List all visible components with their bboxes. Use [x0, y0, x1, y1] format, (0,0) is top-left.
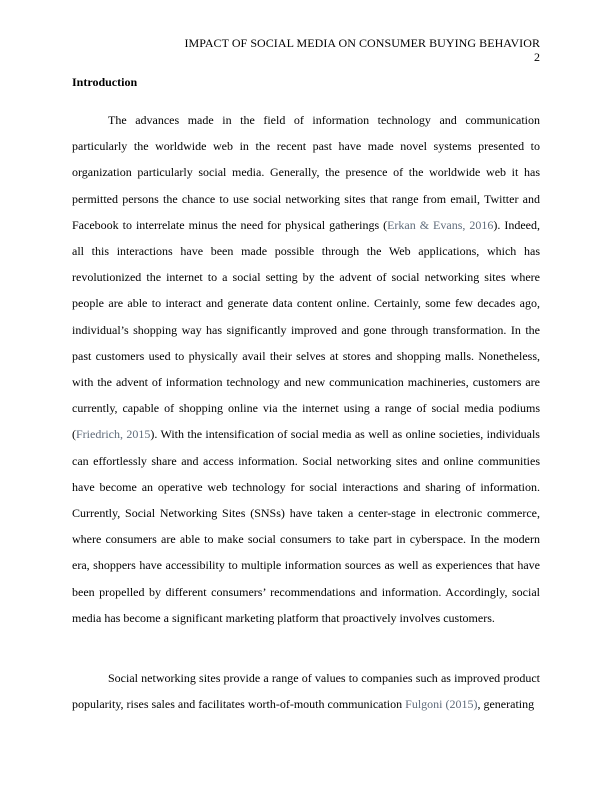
running-title: IMPACT OF SOCIAL MEDIA ON CONSUMER BUYING BEHAVIOR	[184, 36, 540, 50]
citation-fulgoni: Fulgoni (2015)	[405, 697, 478, 712]
citation-erkan-evans: Erkan & Evans, 2016	[387, 217, 494, 232]
section-heading: Introduction	[72, 75, 138, 89]
paragraph-social-networking-values	[72, 665, 540, 717]
paragraph-text: The advances made in the field of information technology and communication particularly the worldwide web in the recent past have made novel systems presented to organization particularly social media. Generally, the presence of the worldwide web it has permitted persons the chance to use social networking sites that range from email, Twitter and Facebook to interrelate minus the need for physical gatherings (	[72, 113, 540, 232]
page-number: 2	[533, 50, 540, 64]
paragraph-introduction	[72, 107, 540, 631]
paragraph-text: Social networking sites provide a range of values to companies such as improved product popularity, rises sales and facilitates worth-of-mouth communication	[72, 671, 540, 712]
paragraph-text: , generating	[477, 697, 535, 712]
paragraph-text: ). With the intensification of social media as well as online societies, individuals can effortlessly share and access information. Social networking sites and online communities have become an operative web technology for social interactions and sharing of information. Currently, Social Networking Sites (SNSs) have taken a center-stage in electronic commerce, where consumers are able to make social consumers to take part in cyberspace. In the modern era, shoppers have accessibility to multiple information sources as well as experiences that have been propelled by different consumers’ recommendations and information. Accordingly, social media has become a significant marketing platform that proactively involves customers.	[72, 427, 540, 625]
running-head	[184, 36, 540, 64]
paragraph-text: ). Indeed, all this interactions have been made possible through the Web applications, which has revolutionized the internet to a social setting by the advent of social networking sites where people are able to interact and generate data content online. Certainly, some few decades ago, individual’s shopping way has significantly improved and gone through transformation. In the past customers used to physically avail their selves at stores and shopping malls. Nonetheless, with the advent of information technology and new communication machineries, customers are currently, capable of shopping online via the internet using a range of social media podiums (	[72, 217, 540, 442]
citation-friedrich: Friedrich, 2015	[76, 427, 151, 442]
